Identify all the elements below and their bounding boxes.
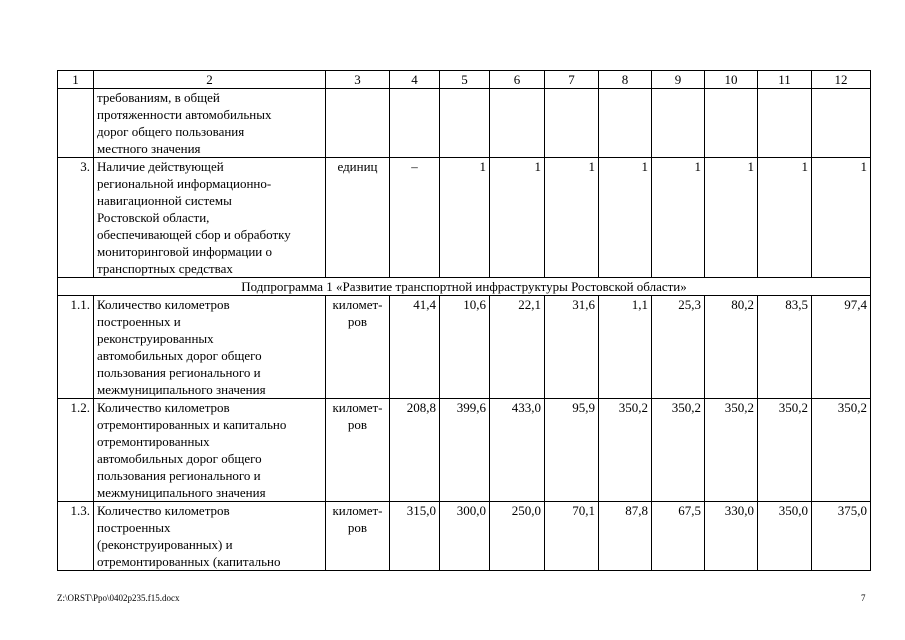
value-cell: 1 — [490, 158, 545, 278]
header-cell: 7 — [545, 71, 599, 89]
value-cell: 300,0 — [440, 502, 490, 571]
header-cell: 5 — [440, 71, 490, 89]
value-cell: 315,0 — [390, 502, 440, 571]
indicator-name-cell — [94, 158, 326, 278]
value-cell: 87,8 — [599, 502, 652, 571]
name-line: (реконструированных) и — [97, 537, 233, 552]
name-line: региональной информационно- — [97, 176, 272, 191]
value-cell — [812, 89, 871, 158]
row-number-cell: 1.2. — [58, 399, 94, 502]
name-line: Ростовской области, — [97, 210, 210, 225]
name-line: мониторинговой информации о — [97, 244, 272, 259]
unit-line: ров — [347, 520, 368, 535]
value-cell: 70,1 — [545, 502, 599, 571]
name-line: реконструированных — [97, 331, 214, 346]
value-cell: 80,2 — [705, 296, 758, 399]
name-line: транспортных средствах — [97, 261, 233, 276]
value-cell: 1 — [705, 158, 758, 278]
name-line: автомобильных дорог общего — [97, 348, 262, 363]
row-number-cell: 1.1. — [58, 296, 94, 399]
name-line: автомобильных дорог общего — [97, 451, 262, 466]
header-cell: 2 — [94, 71, 326, 89]
value-cell — [390, 89, 440, 158]
header-cell: 9 — [652, 71, 705, 89]
header-cell: 12 — [812, 71, 871, 89]
name-line: отремонтированных — [97, 434, 210, 449]
value-cell: 1 — [599, 158, 652, 278]
value-cell: 350,2 — [599, 399, 652, 502]
name-line: Количество километров — [97, 297, 230, 312]
row-number-cell: 1.3. — [58, 502, 94, 571]
value-cell: 97,4 — [812, 296, 871, 399]
value-cell: 350,2 — [652, 399, 705, 502]
name-line: дорог общего пользования — [97, 124, 245, 139]
name-line: отремонтированных (капитально — [97, 554, 281, 569]
name-line: отремонтированных и капитально — [97, 417, 287, 432]
name-line: обеспечивающей сбор и обработку — [97, 227, 291, 242]
unit-cell — [326, 89, 390, 158]
value-cell: 1,1 — [599, 296, 652, 399]
unit-line: километ- — [332, 297, 383, 312]
value-cell: 25,3 — [652, 296, 705, 399]
indicator-name-cell — [94, 296, 326, 399]
name-line: межмуниципального значения — [97, 485, 266, 500]
value-cell: 1 — [758, 158, 812, 278]
value-cell: – — [390, 158, 440, 278]
header-cell: 1 — [58, 71, 94, 89]
value-cell: 433,0 — [490, 399, 545, 502]
subprogram-title: Подпрограмма 1 «Развитие транспортной инфраструктуры Ростовской области» — [58, 278, 871, 296]
header-cell: 11 — [758, 71, 812, 89]
name-line: межмуниципального значения — [97, 382, 266, 397]
name-line: Количество километров — [97, 400, 230, 415]
name-line: построенных — [97, 520, 171, 535]
unit-cell — [326, 399, 390, 502]
name-line: пользования регионального и — [97, 468, 261, 483]
table-row — [58, 399, 871, 502]
indicator-name-cell — [94, 89, 326, 158]
value-cell — [652, 89, 705, 158]
value-cell: 41,4 — [390, 296, 440, 399]
value-cell — [440, 89, 490, 158]
unit-line: километ- — [332, 503, 383, 518]
value-cell — [705, 89, 758, 158]
name-line: протяженности автомобильных — [97, 107, 272, 122]
value-cell — [758, 89, 812, 158]
indicator-name-cell — [94, 502, 326, 571]
value-cell: 1 — [812, 158, 871, 278]
indicator-name-cell — [94, 399, 326, 502]
value-cell: 350,2 — [705, 399, 758, 502]
header-cell: 10 — [705, 71, 758, 89]
header-cell: 8 — [599, 71, 652, 89]
value-cell: 208,8 — [390, 399, 440, 502]
value-cell: 1 — [545, 158, 599, 278]
value-cell: 95,9 — [545, 399, 599, 502]
value-cell: 67,5 — [652, 502, 705, 571]
page-number: 7 — [861, 593, 866, 603]
table-row — [58, 89, 871, 158]
unit-cell — [326, 502, 390, 571]
header-cell: 3 — [326, 71, 390, 89]
value-cell: 83,5 — [758, 296, 812, 399]
value-cell: 250,0 — [490, 502, 545, 571]
table-row — [58, 158, 871, 278]
footer-file-path: Z:\ORST\Ppo\0402p235.f15.docx — [57, 593, 180, 603]
value-cell: 10,6 — [440, 296, 490, 399]
value-cell: 31,6 — [545, 296, 599, 399]
row-number-cell — [58, 89, 94, 158]
unit-line: километ- — [332, 400, 383, 415]
name-line: требованиям, в общей — [97, 90, 220, 105]
value-cell: 350,0 — [758, 502, 812, 571]
name-line: пользования регионального и — [97, 365, 261, 380]
value-cell: 330,0 — [705, 502, 758, 571]
name-line: навигационной системы — [97, 193, 232, 208]
value-cell: 1 — [652, 158, 705, 278]
unit-cell: единиц — [326, 158, 390, 278]
name-line: Наличие действующей — [97, 159, 224, 174]
table-row — [58, 296, 871, 399]
value-cell: 22,1 — [490, 296, 545, 399]
value-cell — [490, 89, 545, 158]
value-cell: 399,6 — [440, 399, 490, 502]
value-cell: 375,0 — [812, 502, 871, 571]
value-cell: 1 — [440, 158, 490, 278]
row-number-cell: 3. — [58, 158, 94, 278]
name-line: построенных и — [97, 314, 181, 329]
value-cell: 350,2 — [758, 399, 812, 502]
unit-cell — [326, 296, 390, 399]
header-cell: 6 — [490, 71, 545, 89]
value-cell: 350,2 — [812, 399, 871, 502]
unit-line: ров — [347, 314, 368, 329]
name-line: Количество километров — [97, 503, 230, 518]
table-row — [58, 502, 871, 571]
header-row — [58, 71, 871, 89]
header-cell: 4 — [390, 71, 440, 89]
value-cell — [545, 89, 599, 158]
subprogram-row — [58, 278, 871, 296]
name-line: местного значения — [97, 141, 201, 156]
value-cell — [599, 89, 652, 158]
indicator-table — [57, 70, 871, 571]
unit-line: ров — [347, 417, 368, 432]
